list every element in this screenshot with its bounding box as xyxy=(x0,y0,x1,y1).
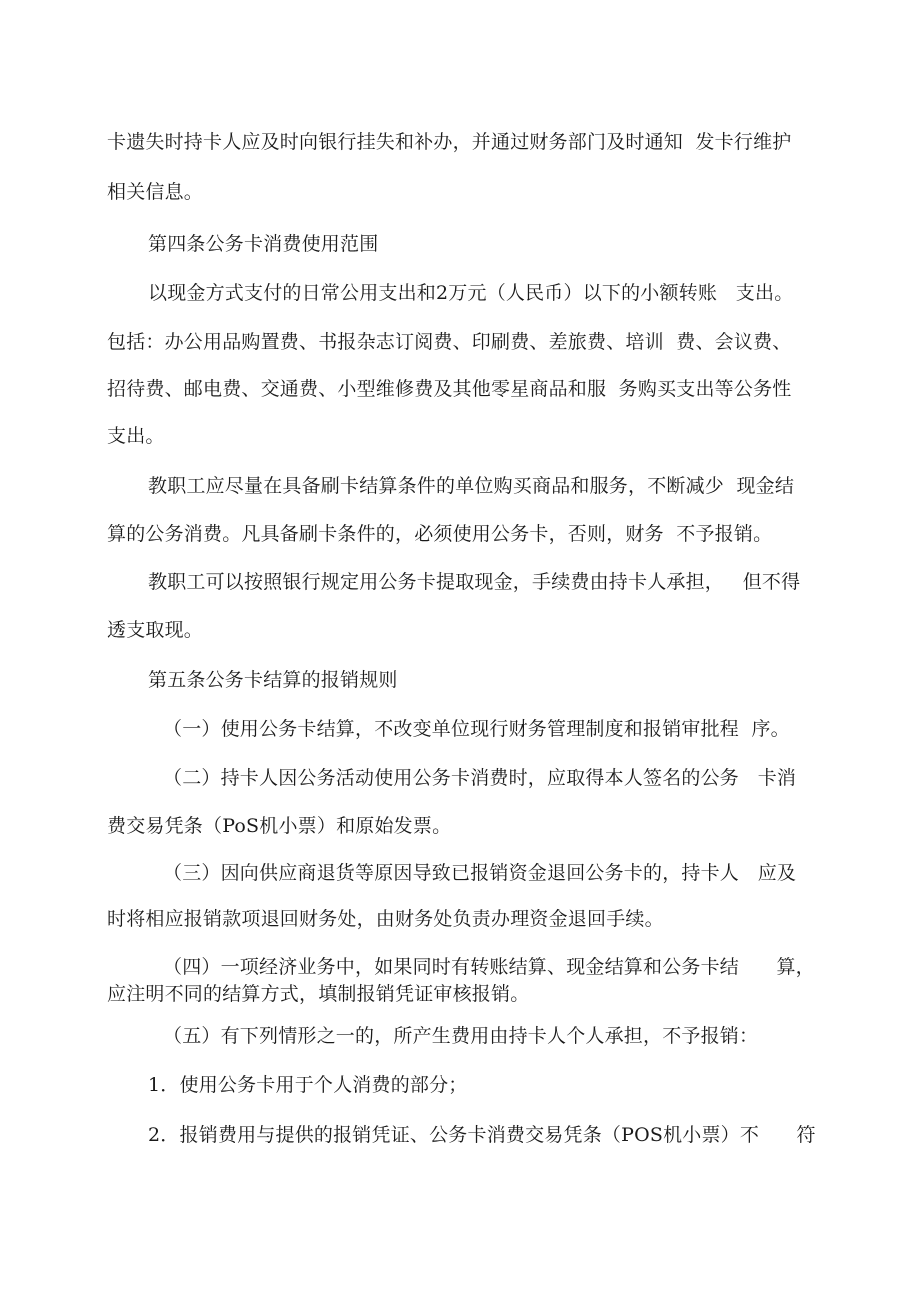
text-line xyxy=(0,618,920,642)
text-line-content: 教职工可以按照银行规定用公务卡提取现金，手续费由持卡人承担， 但不得 xyxy=(148,571,801,593)
text-line-content: （三）因向供应商退货等原因导致已报销资金退回公务卡的，持卡人 应及 xyxy=(163,862,797,884)
text-line-content: 包括：办公用品购置费、书报杂志订阅费、印刷费、差旅费、培训 费、会议费、 xyxy=(107,331,792,353)
text-line-content: 支出。 xyxy=(107,425,165,447)
text-line xyxy=(0,861,920,885)
text-line-content: 透支取现。 xyxy=(107,619,204,641)
text-line xyxy=(0,570,920,594)
text-line-content: （四）一项经济业务中，如果同时有转账结算、现金结算和公务卡结 算， xyxy=(163,956,815,978)
text-line xyxy=(0,522,920,546)
text-line-content: 招待费、邮电费、交通费、小型维修费及其他零星商品和服 务购买支出等公务性 xyxy=(107,378,792,400)
text-line-content: 相关信息。 xyxy=(107,181,204,203)
text-line-content: （二）持卡人因公务活动使用公务卡消费时，应取得本人签名的公务 卡消 xyxy=(163,767,797,789)
text-line-content: 费交易凭条（PoS机小票）和原始发票。 xyxy=(107,815,452,837)
text-line xyxy=(0,180,920,204)
text-line xyxy=(0,1024,920,1048)
text-line xyxy=(0,474,920,498)
section-heading-text: 第五条公务卡结算的报销规则 xyxy=(148,669,398,691)
text-line-content: 时将相应报销款项退回财务处，由财务处负责办理资金退回手续。 xyxy=(107,908,664,930)
text-line xyxy=(0,377,920,401)
text-line-content: 应注明不同的结算方式，填制报销凭证审核报销。 xyxy=(107,983,530,1005)
text-line xyxy=(0,424,920,448)
text-line-content: 教职工应尽量在具备刷卡结算条件的单位购买商品和服务，不断减少 现金结 xyxy=(148,475,795,497)
text-line xyxy=(0,717,920,741)
text-line xyxy=(0,281,920,305)
text-line xyxy=(0,955,920,979)
text-line xyxy=(0,330,920,354)
text-line-content: 卡遗失时持卡人应及时向银行挂失和补办，并通过财务部门及时通知 发卡行维护 xyxy=(107,131,792,153)
text-line-content: （一）使用公务卡结算，不改变单位现行财务管理制度和报销审批程 序。 xyxy=(163,718,790,740)
section-heading-text: 第四条公务卡消费使用范围 xyxy=(148,233,379,255)
text-line xyxy=(0,907,920,931)
text-line xyxy=(0,982,920,1006)
list-item xyxy=(0,1073,920,1097)
section-heading xyxy=(0,668,920,692)
text-line-content: 以现金方式支付的日常公用支出和2万元（人民币）以下的小额转账 支出。 xyxy=(148,282,794,304)
list-item-text: 2．报销费用与提供的报销凭证、公务卡消费交易凭条（POS机小票）不 符 xyxy=(148,1124,816,1146)
section-heading xyxy=(0,232,920,256)
text-line xyxy=(0,814,920,838)
text-line-content: 算的公务消费。凡具备刷卡条件的，必须使用公务卡，否则，财务 不予报销。 xyxy=(107,523,773,545)
list-item-text: 1．使用公务卡用于个人消费的部分； xyxy=(148,1074,468,1096)
text-line xyxy=(0,766,920,790)
text-line xyxy=(0,130,920,154)
list-item xyxy=(0,1123,920,1147)
text-line-content: （五）有下列情形之一的，所产生费用由持卡人个人承担，不予报销： xyxy=(163,1025,759,1047)
